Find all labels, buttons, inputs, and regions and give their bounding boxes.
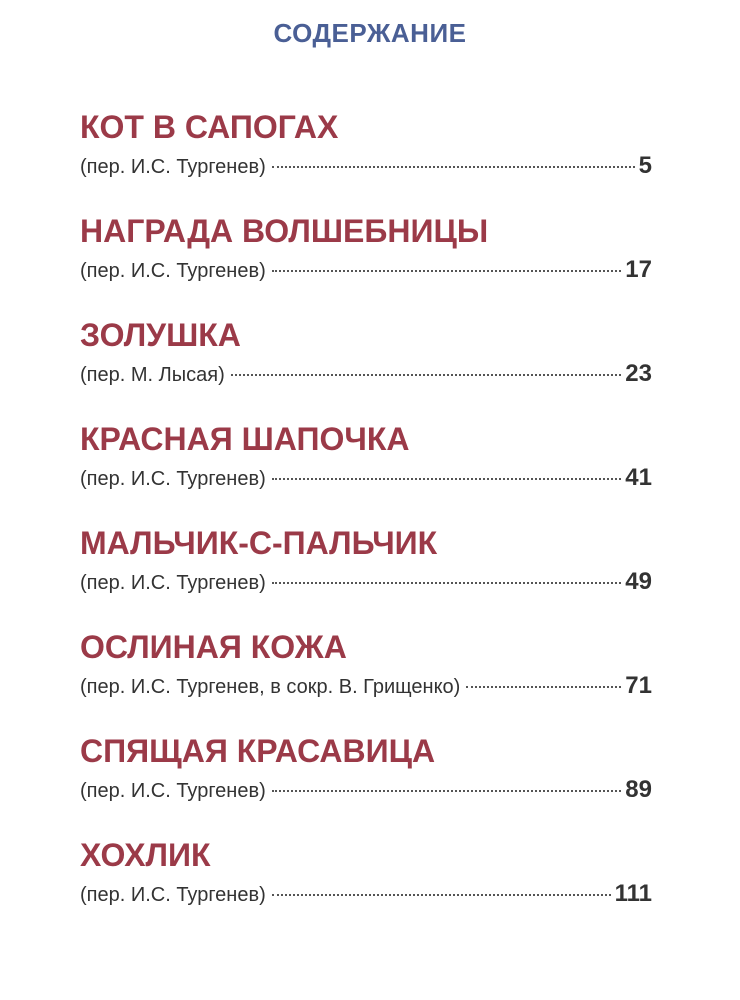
translator-line — [80, 880, 652, 910]
story-title: ХОХЛИК — [80, 837, 211, 873]
toc-entry — [80, 732, 652, 806]
story-title: МАЛЬЧИК-С-ПАЛЬЧИК — [80, 525, 438, 561]
translator-line — [80, 360, 652, 390]
page-title: СОДЕРЖАНИЕ — [273, 18, 467, 48]
translator-line — [80, 776, 652, 806]
page-number: 41 — [625, 464, 652, 491]
toc-entry — [80, 628, 652, 702]
story-title: ЗОЛУШКА — [80, 317, 241, 353]
story-title: КРАСНАЯ ШАПОЧКА — [80, 421, 410, 457]
dot-leader — [272, 270, 622, 272]
page-number: 71 — [625, 672, 652, 699]
translator-credit: (пер. М. Лысая) — [80, 364, 225, 386]
translator-credit: (пер. И.С. Тургенев) — [80, 156, 266, 178]
dot-leader — [272, 894, 611, 896]
toc-entry — [80, 524, 652, 598]
dot-leader — [272, 166, 635, 168]
page-number: 89 — [625, 776, 652, 803]
translator-credit: (пер. И.С. Тургенев) — [80, 260, 266, 282]
translator-line — [80, 152, 652, 182]
story-title: СПЯЩАЯ КРАСАВИЦА — [80, 733, 436, 769]
dot-leader — [231, 374, 622, 376]
toc-entry — [80, 420, 652, 494]
toc-entry — [80, 108, 652, 182]
translator-line — [80, 568, 652, 598]
toc-entry — [80, 212, 652, 286]
toc-entry — [80, 836, 652, 910]
page-number: 111 — [614, 880, 652, 907]
translator-line — [80, 256, 652, 286]
story-title: НАГРАДА ВОЛШЕБНИЦЫ — [80, 213, 489, 249]
translator-credit: (пер. И.С. Тургенев) — [80, 468, 266, 490]
story-title: ОСЛИНАЯ КОЖА — [80, 629, 347, 665]
translator-line — [80, 464, 652, 494]
page-number: 17 — [625, 256, 652, 283]
page-number: 49 — [625, 568, 652, 595]
translator-credit: (пер. И.С. Тургенев) — [80, 572, 266, 594]
page-number: 5 — [638, 152, 652, 179]
translator-credit: (пер. И.С. Тургенев, в сокр. В. Грищенко) — [80, 676, 461, 698]
translator-credit: (пер. И.С. Тургенев) — [80, 780, 266, 802]
translator-credit: (пер. И.С. Тургенев) — [80, 884, 266, 906]
story-title: КОТ В САПОГАХ — [80, 109, 339, 145]
page-number: 23 — [625, 360, 652, 387]
dot-leader — [466, 686, 621, 688]
dot-leader — [272, 790, 622, 792]
dot-leader — [272, 582, 622, 584]
translator-line — [80, 672, 652, 702]
toc-entry — [80, 316, 652, 390]
dot-leader — [272, 478, 622, 480]
